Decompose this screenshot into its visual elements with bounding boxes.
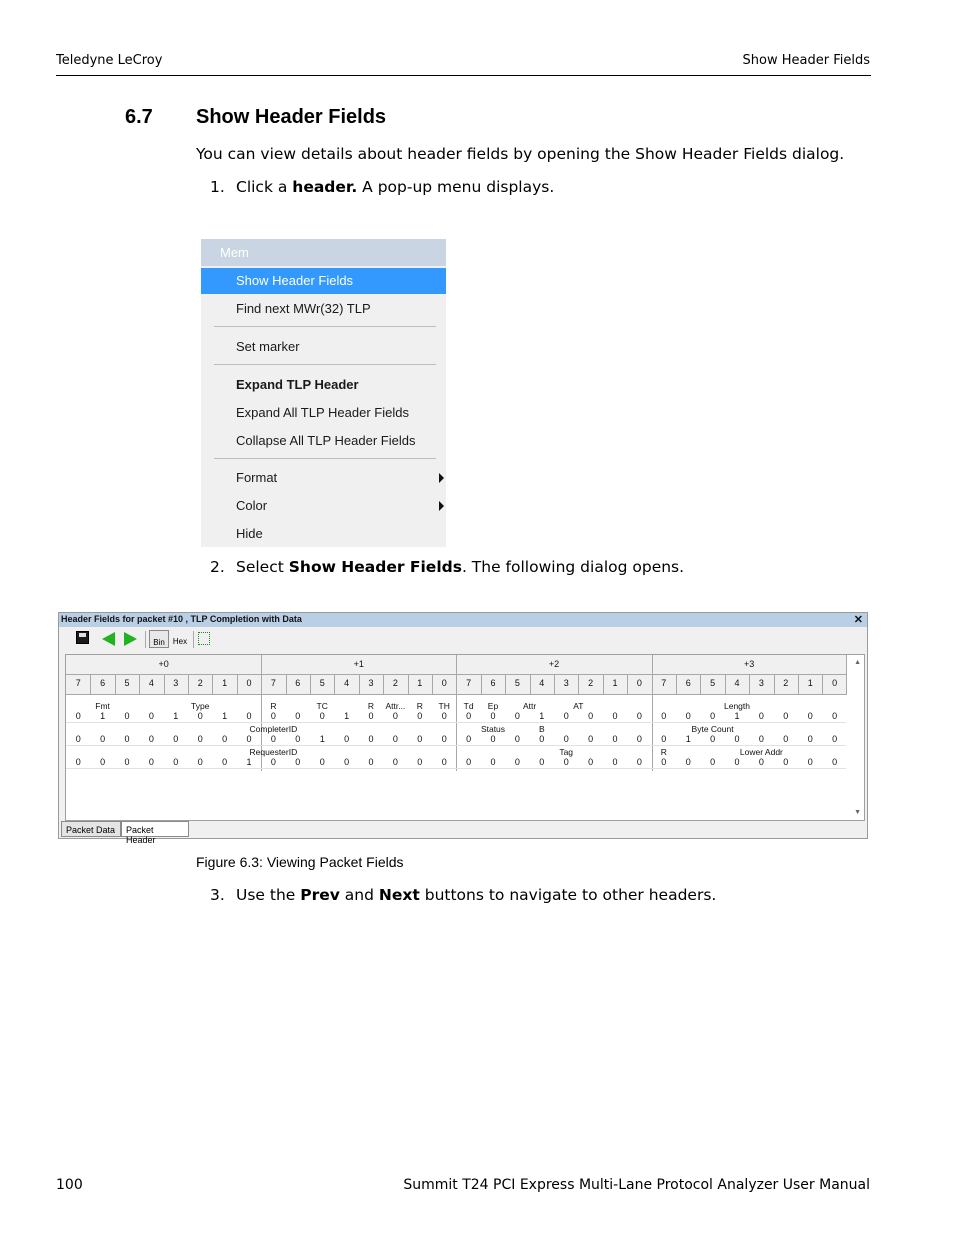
field-label: AT [573, 701, 584, 711]
submenu-arrow-icon [439, 473, 444, 483]
step-text: and [339, 886, 379, 904]
bit-value: 0 [758, 757, 764, 767]
grid-icon[interactable] [198, 632, 210, 645]
bit-value: 0 [539, 757, 545, 767]
grid-line [603, 674, 604, 695]
grid-line [627, 674, 628, 695]
header-fields-grid [65, 654, 865, 821]
grid-line [408, 674, 409, 695]
grid-line [700, 674, 701, 695]
dialog-title-bar [59, 613, 867, 627]
save-icon[interactable] [76, 631, 89, 644]
header-rule [56, 75, 871, 76]
bit-number-label: 6 [685, 678, 691, 688]
bit-value: 0 [75, 734, 81, 744]
tab-packet-header[interactable]: Packet Header [121, 821, 189, 837]
hex-button[interactable]: Hex [172, 637, 188, 646]
menu-item-hide[interactable]: Hide [236, 526, 263, 541]
step-1 [210, 178, 554, 196]
bit-value: 0 [539, 734, 545, 744]
bit-value: 0 [514, 734, 520, 744]
bit-value: 0 [270, 711, 276, 721]
bit-value: 1 [734, 711, 740, 721]
close-icon[interactable]: ✕ [853, 614, 863, 626]
bit-value: 0 [441, 734, 447, 744]
bit-value: 0 [173, 757, 179, 767]
bit-value: 0 [295, 711, 301, 721]
bit-value: 0 [563, 711, 569, 721]
bit-value: 0 [75, 757, 81, 767]
bit-value: 0 [466, 757, 472, 767]
bit-value: 0 [368, 734, 374, 744]
bit-number-label: 2 [392, 678, 398, 688]
step-text: A pop-up menu displays. [357, 178, 555, 196]
bit-number-label: 7 [466, 678, 472, 688]
bit-value: 0 [441, 757, 447, 767]
dialog-toolbar [59, 628, 867, 650]
field-label: Type [190, 701, 210, 711]
bit-value: 0 [563, 734, 569, 744]
bit-value: 0 [832, 757, 838, 767]
step-number: 3. [210, 886, 225, 904]
bit-value: 1 [100, 711, 106, 721]
bit-value: 0 [246, 711, 252, 721]
bit-value: 1 [222, 711, 228, 721]
bit-value: 1 [685, 734, 691, 744]
menu-item-color[interactable]: Color [201, 493, 446, 519]
field-label: Tag [559, 747, 574, 757]
grid-line [383, 674, 384, 695]
bit-value: 0 [685, 711, 691, 721]
bit-value: 0 [661, 711, 667, 721]
bit-value: 0 [612, 757, 618, 767]
bit-value: 0 [612, 711, 618, 721]
bit-value: 0 [148, 734, 154, 744]
bit-value: 0 [392, 711, 398, 721]
bit-value: 0 [124, 757, 130, 767]
field-label: Attr... [385, 701, 406, 711]
bit-value: 0 [661, 757, 667, 767]
submenu-arrow-icon [439, 501, 444, 511]
field-label: R [367, 701, 375, 711]
bit-value: 0 [612, 734, 618, 744]
bit-value: 0 [490, 734, 496, 744]
bit-value: 0 [832, 711, 838, 721]
bit-number-label: 6 [100, 678, 106, 688]
grid-line [846, 655, 847, 695]
bit-value: 0 [466, 734, 472, 744]
field-label: Status [480, 724, 506, 734]
bit-value: 0 [514, 711, 520, 721]
bit-number-label: 1 [807, 678, 813, 688]
grid-line [310, 674, 311, 695]
next-button[interactable] [124, 632, 137, 646]
grid-line [481, 674, 482, 695]
grid-line [164, 674, 165, 695]
bit-value: 0 [270, 734, 276, 744]
menu-item-format[interactable]: Format [201, 465, 446, 491]
grid-line [432, 674, 433, 695]
bit-value: 0 [319, 757, 325, 767]
bit-number-label: 6 [295, 678, 301, 688]
bit-value: 0 [124, 711, 130, 721]
menu-item-expand-all[interactable]: Expand All TLP Header Fields [236, 405, 409, 420]
bit-number-label: 7 [661, 678, 667, 688]
grid-line [139, 674, 140, 695]
bit-value: 0 [783, 734, 789, 744]
row-divider [66, 722, 846, 723]
menu-item-collapse-all[interactable]: Collapse All TLP Header Fields [236, 433, 416, 448]
figure-caption: Figure 6.3: Viewing Packet Fields [196, 854, 404, 870]
bit-value: 0 [197, 711, 203, 721]
step-2 [210, 558, 684, 576]
bit-number-label: 1 [417, 678, 423, 688]
bit-value: 0 [734, 734, 740, 744]
bit-value: 1 [539, 711, 545, 721]
field-label: Ep [487, 701, 499, 711]
bit-value: 0 [222, 757, 228, 767]
bit-value: 0 [417, 711, 423, 721]
bit-value: 0 [100, 734, 106, 744]
bit-value: 0 [758, 734, 764, 744]
grid-line [115, 674, 116, 695]
bit-number-label: 4 [148, 678, 154, 688]
bit-number-label: 0 [636, 678, 642, 688]
step-bold: Prev [300, 886, 340, 904]
bit-value: 0 [222, 734, 228, 744]
bit-number-label: 5 [124, 678, 130, 688]
bit-number-label: 3 [563, 678, 569, 688]
toolbar-separator [145, 631, 146, 648]
bit-value: 0 [441, 711, 447, 721]
bit-value: 0 [661, 734, 667, 744]
bit-number-label: 7 [270, 678, 276, 688]
field-label: RequesterID [249, 747, 298, 757]
grid-line [578, 674, 579, 695]
field-label: TC [316, 701, 328, 711]
bit-value: 0 [75, 711, 81, 721]
step-text: Use the [236, 886, 301, 904]
menu-title: Mem [201, 239, 446, 266]
toolbar-separator [193, 631, 194, 648]
grid-line [798, 674, 799, 695]
field-label: CompleterID [249, 724, 298, 734]
bit-value: 0 [417, 757, 423, 767]
bit-value: 0 [319, 711, 325, 721]
bit-value: 0 [588, 734, 594, 744]
field-label: TH [438, 701, 450, 711]
bit-value: 1 [344, 711, 350, 721]
field-label: Fmt [95, 701, 110, 711]
grid-line [188, 674, 189, 695]
grid-line [774, 674, 775, 695]
menu-separator [214, 364, 436, 365]
prev-button[interactable] [102, 632, 115, 646]
bit-number-label: 0 [246, 678, 252, 688]
bit-number-label: 4 [734, 678, 740, 688]
bit-value: 0 [295, 734, 301, 744]
footer-title: Summit T24 PCI Express Multi-Lane Protocol Analyzer User Manual [403, 1177, 870, 1193]
bit-value: 0 [197, 757, 203, 767]
step-text: Select [236, 558, 289, 576]
bit-value: 0 [148, 757, 154, 767]
grid-line [505, 674, 506, 695]
field-label: Byte Count [691, 724, 734, 734]
grid-line [359, 674, 360, 695]
bit-value: 0 [563, 757, 569, 767]
grid-line [90, 674, 91, 695]
scroll-up-icon[interactable]: ▲ [854, 659, 861, 666]
byte-offset-label: +3 [744, 659, 755, 669]
bit-value: 0 [514, 757, 520, 767]
grid-line [554, 674, 555, 695]
bit-number-label: 3 [368, 678, 374, 688]
tab-packet-data[interactable]: Packet Data [61, 821, 121, 837]
bit-number-label: 2 [783, 678, 789, 688]
grid-line [286, 674, 287, 695]
step-bold: Show Header Fields [288, 558, 462, 576]
field-label: B [538, 724, 545, 734]
bit-value: 0 [685, 757, 691, 767]
bit-value: 0 [807, 757, 813, 767]
bit-value: 0 [710, 757, 716, 767]
byte-offset-label: +1 [353, 659, 364, 669]
grid-line [749, 674, 750, 695]
field-label: R [270, 701, 277, 711]
field-label: Attr [522, 701, 537, 711]
bit-value: 0 [100, 757, 106, 767]
bit-value: 1 [319, 734, 325, 744]
step-text: buttons to navigate to other headers. [419, 886, 717, 904]
step-text: Click a [236, 178, 293, 196]
bit-value: 0 [124, 734, 130, 744]
step-number: 2. [210, 558, 225, 576]
intro-paragraph: You can view details about header fields by opening the Show Header Fields dialog. [196, 145, 845, 163]
running-header-left: Teledyne LeCroy [56, 53, 163, 68]
bit-number-label: 4 [344, 678, 350, 688]
bit-value: 0 [148, 711, 154, 721]
section-title: Show Header Fields [196, 106, 387, 128]
grid-line [822, 674, 823, 695]
popup-menu [201, 239, 446, 547]
running-header-right: Show Header Fields [742, 53, 870, 68]
bit-value: 0 [710, 711, 716, 721]
bit-value: 0 [490, 757, 496, 767]
bit-value: 0 [173, 734, 179, 744]
field-label: Td [463, 701, 474, 711]
grid-line [530, 674, 531, 695]
bit-value: 0 [295, 757, 301, 767]
bit-number-label: 2 [197, 678, 203, 688]
scroll-down-icon[interactable]: ▼ [854, 809, 861, 816]
bit-value: 0 [588, 757, 594, 767]
grid-line [725, 674, 726, 695]
field-label: R [660, 747, 667, 757]
bit-number-label: 1 [612, 678, 618, 688]
bit-number-label: 5 [514, 678, 520, 688]
section-number: 6.7 [125, 106, 153, 128]
bit-value: 0 [490, 711, 496, 721]
byte-offset-label: +0 [158, 659, 169, 669]
bit-value: 0 [636, 734, 642, 744]
bit-value: 1 [173, 711, 179, 721]
bit-number-label: 7 [75, 678, 81, 688]
bit-number-label: 0 [441, 678, 447, 688]
bit-value: 0 [636, 711, 642, 721]
bit-value: 0 [466, 711, 472, 721]
menu-separator [214, 326, 436, 327]
field-label: Lower Addr [739, 747, 783, 757]
bit-value: 0 [246, 734, 252, 744]
grid-line [237, 674, 238, 695]
bit-value: 0 [197, 734, 203, 744]
step-bold: header. [292, 178, 358, 196]
step-3 [210, 886, 716, 904]
grid-line [212, 674, 213, 695]
bit-value: 0 [783, 757, 789, 767]
bit-number-label: 0 [832, 678, 838, 688]
step-bold: Next [378, 886, 420, 904]
row-divider [66, 745, 846, 746]
bit-value: 0 [417, 734, 423, 744]
bin-button[interactable]: Bin [149, 630, 169, 648]
menu-item-show-header-fields[interactable]: Show Header Fields [201, 268, 446, 294]
menu-item-find-next[interactable]: Find next MWr(32) TLP [236, 301, 371, 316]
byte-offset-label: +2 [548, 659, 560, 669]
step-text: . The following dialog opens. [461, 558, 685, 576]
bit-value: 0 [344, 734, 350, 744]
bit-value: 0 [392, 757, 398, 767]
dialog-title: Header Fields for packet #10 , TLP Completion with Data [61, 614, 302, 624]
bit-value: 0 [710, 734, 716, 744]
bit-value: 0 [636, 757, 642, 767]
bit-value: 0 [807, 734, 813, 744]
field-label: R [416, 701, 423, 711]
bit-number-label: 5 [710, 678, 716, 688]
bit-value: 0 [344, 757, 350, 767]
bit-value: 0 [368, 711, 374, 721]
header-fields-dialog [58, 612, 868, 845]
bit-value: 1 [246, 757, 252, 767]
bit-value: 0 [832, 734, 838, 744]
dialog-tabs [59, 821, 867, 845]
grid-line [676, 674, 677, 695]
bit-value: 0 [270, 757, 276, 767]
bit-value: 0 [588, 711, 594, 721]
bit-number-label: 3 [173, 678, 179, 688]
bit-value: 0 [783, 711, 789, 721]
bit-value: 0 [734, 757, 740, 767]
menu-item-set-marker[interactable]: Set marker [236, 339, 300, 354]
grid-line [334, 674, 335, 695]
menu-separator [214, 458, 436, 459]
menu-item-expand-tlp-header[interactable]: Expand TLP Header [236, 377, 359, 392]
bit-number-label: 3 [758, 678, 764, 688]
bit-number-label: 5 [319, 678, 325, 688]
bit-number-label: 1 [222, 678, 228, 688]
field-label: Length [723, 701, 750, 711]
bit-value: 0 [392, 734, 398, 744]
bit-value: 0 [807, 711, 813, 721]
step-number: 1. [210, 178, 225, 196]
bit-number-label: 4 [539, 678, 545, 688]
bit-number-label: 2 [588, 678, 594, 688]
bit-value: 0 [368, 757, 374, 767]
page-number: 100 [56, 1177, 83, 1193]
bit-number-label: 6 [490, 678, 496, 688]
row-divider [66, 768, 846, 769]
bit-value: 0 [758, 711, 764, 721]
